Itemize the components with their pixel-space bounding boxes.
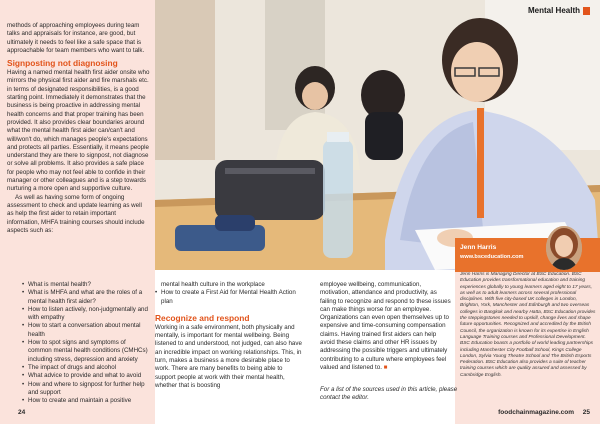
section-tag-label: Mental Health [527,6,580,15]
list-item: • How to listen actively, non-judgmentally and with empathy [22,306,150,323]
list-item: • How and where to signpost for further help and support [22,381,150,398]
page-number-right: 25 [582,409,590,416]
author-portrait-illustration [546,226,582,270]
heading-signposting: Signposting not diagnosing [7,58,118,69]
mhfa-topics-list [22,281,150,405]
middle-column [155,281,303,390]
list-item: • How to start a conversation about mental health [22,322,150,339]
left-column [7,22,150,235]
footer-site[interactable]: foodchainmagazine.com [498,409,574,416]
author-name: Jenn Harris [460,244,497,251]
author-url[interactable]: www.bsceducation.com [460,254,524,260]
end-mark: ■ [383,363,388,371]
list-item: • How to create and maintain a positive [22,397,150,405]
benefits-text: employee wellbeing, communication, motivation, attendance and productivity, as failing to recognize and respond to these issues can make things worse for an employee. Organizations can even open themselves up to expensive and time-consuming compensation claims. Having trained first aiders can help avoid these claims and other HR issues by addressing the possible triggers and ultimately contributing to a culture where employees feel valued and listened to. [320,281,451,371]
section-tag [528,6,590,15]
recognize-paragraph: Working in a safe environment, both physically and mentally, is important for mental wellbeing. Being listened to and understood, not judged, can also have an incredible impact on working relationships. This, in turn, makes a business a more desirable place to work. There are many benefits to being able to support people at work with their mental health, whether that is boosting [155,323,302,389]
author-bio: Jenn Harris is Managing Director at BSC Education. BSC Education provides transformational education and training experiences globally to young learners aged eight to 17 years, as well as to adult learners across several professional disciplines. With five city-based UK colleges in London, Brighton, York, Manchester and Edinburgh and two overseas colleges in Bangkok and nearby Hatta, BSC Education provides the steppingstones needed to upskill, change lives and shape future opportunities. Recognized and accredited by the British Council, the organization is known for its expertise in English Language Training courses and Professional Development. BSC Education boasts a portfolio of world leading partnerships including Manchester City Football School, Kings College London, Sylvia Young Theatre School and The British Esports Federation. BSC Education also provides a suite of teacher training courses which are quality assured and assessed by Cambridge English. [460,272,596,378]
intro-paragraph: methods of approaching employees during team talks and appraisals for instance, are good, but ultimately it needs to feel like a safe space that is approachable for team members who want to talk. [7,22,145,54]
signposting-paragraph-1: Having a named mental health first aider onsite who mirrors the physical first aider and fire marshals etc. in terms of designated responsibilities, is a good starting point. Immediately it demonstrates that the business is being proactive in addressing mental health concerns and that proper training has been provided. It also provides clear boundaries around what the mental health first aider can/can't and will/won't do, which manages people's expectations and protects all parties. Essentially, it means people understand they are there to signpost, not diagnose or solve all problems. It also provides a safe place for people who may not feel able to confide in their manager or other colleagues and is a step towards nurturing a more open and supportive culture. [7,69,150,193]
list-item: • What is MHFA and what are the roles of a mental health first aider? [22,289,150,306]
page-number-left: 24 [18,409,26,416]
list-continuation: mental health culture in the workplace [161,281,265,288]
list-item: • What is mental health? [22,281,150,289]
author-portrait [546,226,582,270]
list-item: • How to spot signs and symptoms of common mental health conditions (CMHCs) including stress, depression and anxiety [22,339,150,364]
classroom-photo [155,0,600,270]
list-item: • The impact of drugs and alcohol [22,364,150,372]
list-item: • How to create a First Aid for Mental Health Action plan [155,289,303,306]
mhfa-topics-list-cont [155,289,303,306]
classroom-photo-illustration [155,0,600,270]
right-column [320,281,452,372]
heading-recognize: Recognize and respond [155,312,250,323]
section-tag-bar [583,7,590,15]
sources-note: For a list of the sources used in this article, please contact the editor. [320,386,458,402]
benefits-paragraph [320,281,452,372]
signposting-paragraph-2: As well as having some form of ongoing assessment to check and update learning as well as help the first aider to retain important information, MHFA training courses should include aspects such as: [7,193,145,234]
list-item: • What advice to provide and what to avoid [22,372,150,380]
bullet-column-1 [22,281,150,405]
